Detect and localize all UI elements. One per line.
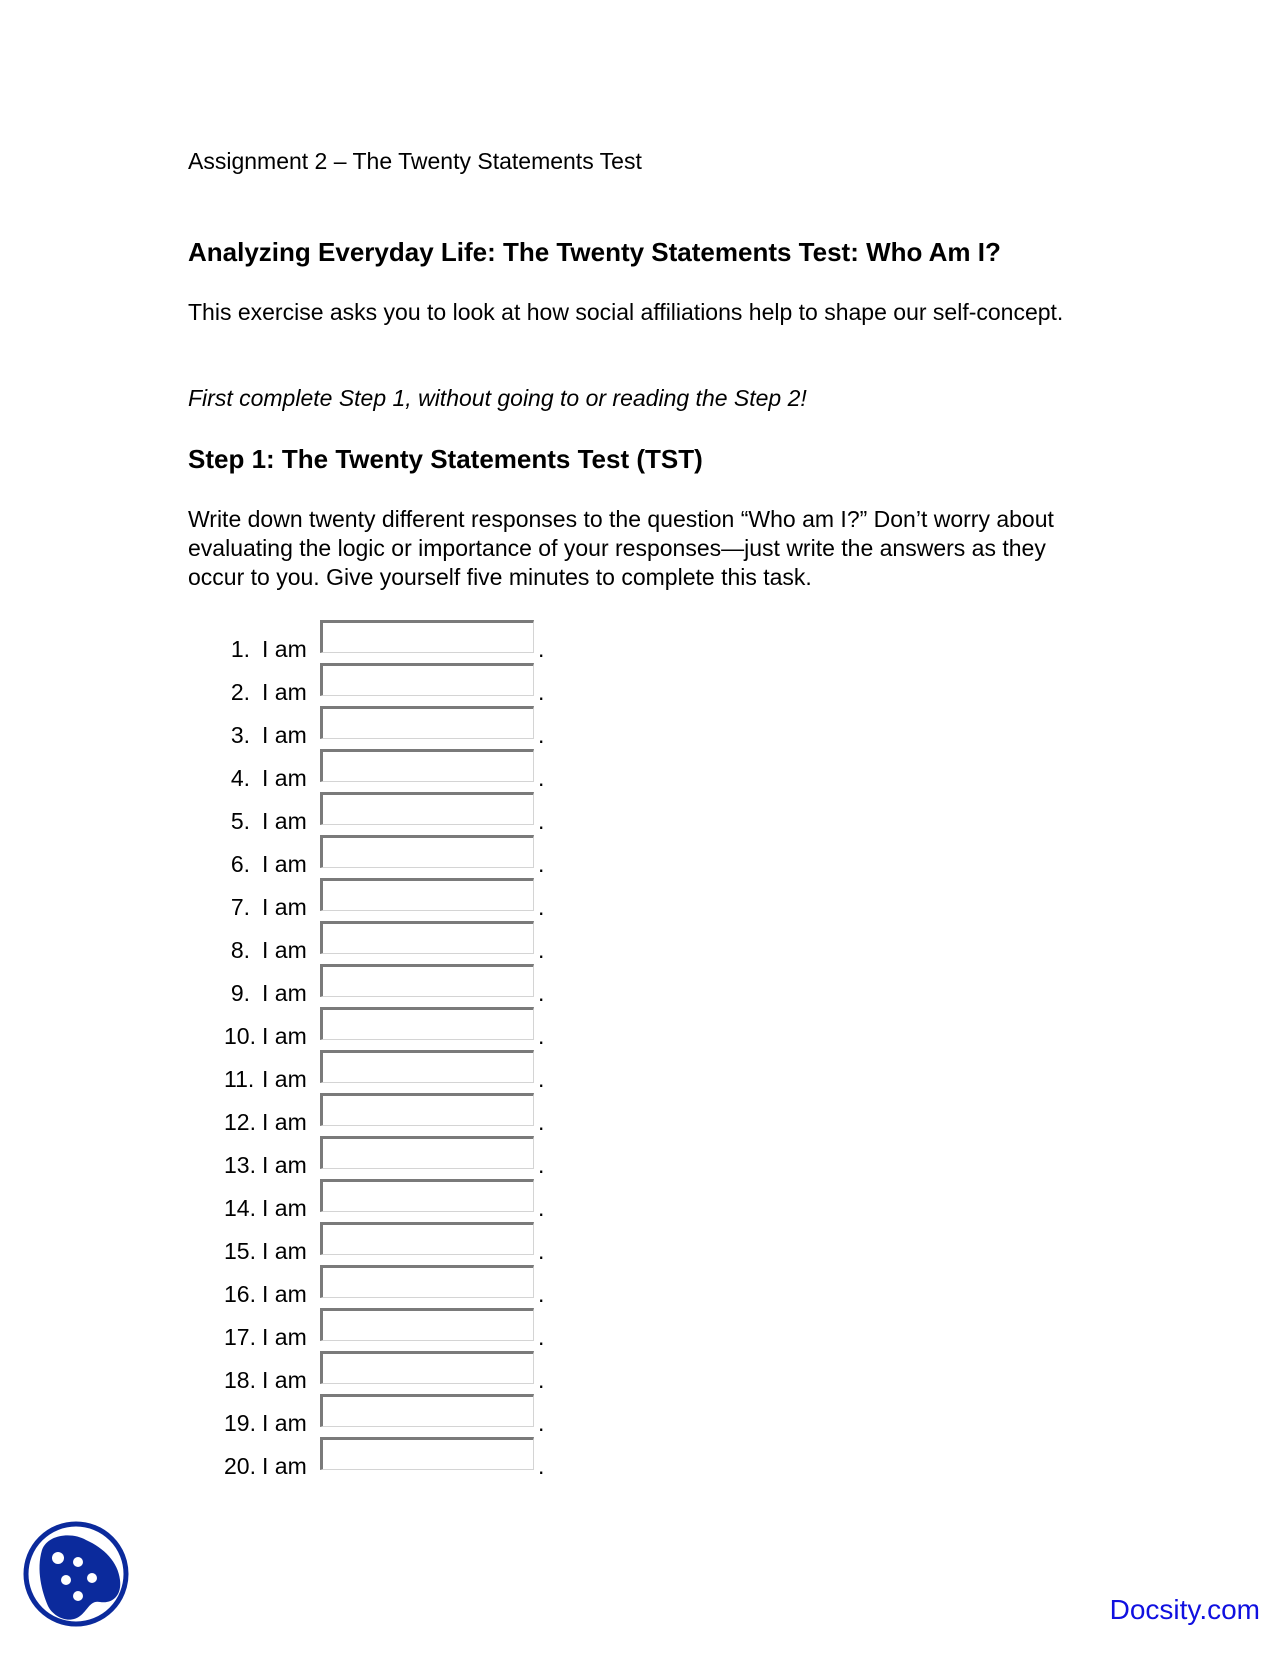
statement-number: 6. [230,851,250,877]
statement-input-10[interactable] [320,1007,534,1040]
statement-input-8[interactable] [320,921,534,954]
statement-number: 19. [224,1410,256,1436]
statement-label: I am [262,636,307,662]
statement-number: 10. [224,1023,256,1049]
statement-period: . [538,1324,545,1350]
statement-input-1[interactable] [320,620,534,653]
statement-number: 3. [230,722,250,748]
statement-input-3[interactable] [320,706,534,739]
statement-period: . [538,1023,545,1049]
statement-label: I am [262,1195,307,1221]
statement-number: 1. [230,636,250,662]
intro-paragraph: This exercise asks you to look at how social affiliations help to shape our self-concept. [188,299,1064,325]
statement-period: . [538,722,545,748]
statement-period: . [538,1367,545,1393]
statement-input-12[interactable] [320,1093,534,1126]
statement-period: . [538,808,545,834]
statement-number: 13. [224,1152,256,1178]
statement-number: 11. [224,1066,255,1092]
statement-input-11[interactable] [320,1050,534,1083]
statement-number: 7. [230,894,250,920]
statement-label: I am [262,808,307,834]
statement-label: I am [262,1109,307,1135]
statement-number: 18. [224,1367,256,1393]
statement-input-19[interactable] [320,1394,534,1427]
docsity-logo-icon [20,1518,132,1630]
statement-label: I am [262,1367,307,1393]
statement-label: I am [262,722,307,748]
statement-number: 15. [224,1238,256,1264]
statement-number: 8. [230,937,250,963]
statement-label: I am [262,1324,307,1350]
assignment-header: Assignment 2 – The Twenty Statements Test [188,148,642,174]
statement-period: . [538,679,545,705]
statement-number: 2. [230,679,250,705]
statement-label: I am [262,1023,307,1049]
statement-period: . [538,1109,545,1135]
statement-number: 9. [230,980,250,1006]
statement-period: . [538,894,545,920]
statement-input-4[interactable] [320,749,534,782]
statement-period: . [538,1410,545,1436]
statement-input-5[interactable] [320,792,534,825]
statement-input-6[interactable] [320,835,534,868]
statement-label: I am [262,765,307,791]
statement-label: I am [262,1238,307,1264]
statement-label: I am [262,851,307,877]
statement-number: 20. [224,1453,256,1479]
statement-period: . [538,1453,545,1479]
statement-input-7[interactable] [320,878,534,911]
statement-label: I am [262,1410,307,1436]
statement-period: . [538,980,545,1006]
statement-input-14[interactable] [320,1179,534,1212]
statement-input-15[interactable] [320,1222,534,1255]
statement-number: 17. [224,1324,256,1350]
step1-heading: Step 1: The Twenty Statements Test (TST) [188,444,703,474]
page-title: Analyzing Everyday Life: The Twenty Statements Test: Who Am I? [188,237,1001,267]
statement-period: . [538,1152,545,1178]
statement-period: . [538,1238,545,1264]
statement-label: I am [262,937,307,963]
statement-number: 14. [224,1195,256,1221]
statement-period: . [538,1195,545,1221]
statement-input-18[interactable] [320,1351,534,1384]
statement-period: . [538,937,545,963]
statement-input-20[interactable] [320,1437,534,1470]
statement-label: I am [262,1152,307,1178]
statement-label: I am [262,1453,307,1479]
statement-number: 16. [224,1281,256,1307]
statement-period: . [538,1066,545,1092]
statement-label: I am [262,1066,307,1092]
statement-label: I am [262,1281,307,1307]
instruction-note: First complete Step 1, without going to or reading the Step 2! [188,385,807,411]
statement-number: 12. [224,1109,256,1135]
statement-period: . [538,1281,545,1307]
statement-input-16[interactable] [320,1265,534,1298]
statement-label: I am [262,894,307,920]
statement-period: . [538,851,545,877]
statement-label: I am [262,679,307,705]
statement-number: 4. [230,765,250,791]
docsity-brand-link[interactable]: Docsity.com [1109,1594,1260,1625]
statement-period: . [538,765,545,791]
statement-number: 5. [230,808,250,834]
statement-input-2[interactable] [320,663,534,696]
statement-period: . [538,636,545,662]
statement-label: I am [262,980,307,1006]
statement-input-9[interactable] [320,964,534,997]
statement-input-13[interactable] [320,1136,534,1169]
step1-paragraph: Write down twenty different responses to the question “Who am I?” Don’t worry about evaluating the logic or importance of your responses—just write the answers as they occur to you. Give yourself five minutes to complete this task. [188,506,1054,590]
statement-input-17[interactable] [320,1308,534,1341]
